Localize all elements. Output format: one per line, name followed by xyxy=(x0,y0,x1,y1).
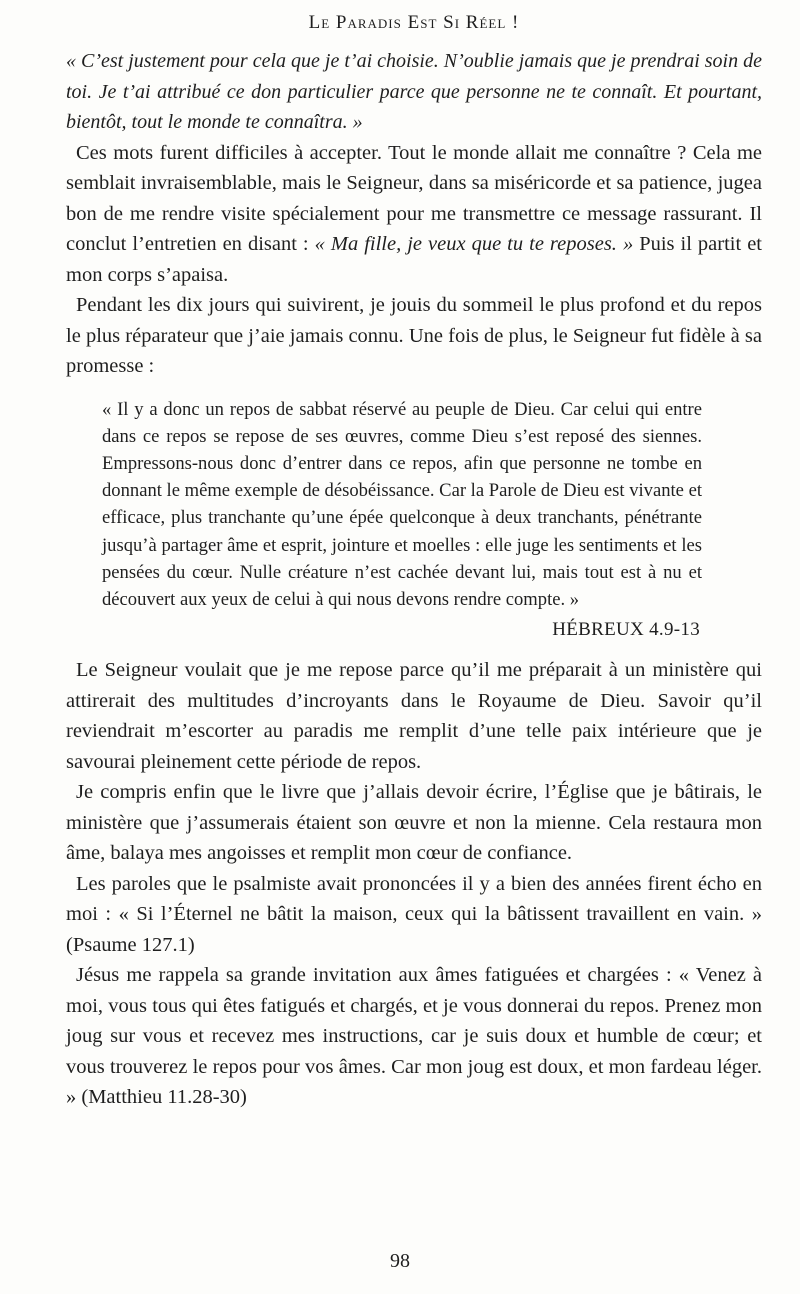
running-head: Le Paradis Est Si Réel ! xyxy=(308,12,520,33)
paragraph-5: Les paroles que le psalmiste avait prononcées il y a bien des années firent écho en moi : « Si l’Éternel ne bâtit la maison, ceux qui la bâtissent travaillent en vain. » (Psaume 127.1) xyxy=(66,872,762,956)
paragraph-3: Le Seigneur voulait que je me repose parce qu’il me préparait à un ministère qui attirerait des multitudes d’incroyants dans le Royaume de Dieu. Savoir qu’il reviendrait m’escorter au paradis me remplit d’une telle paix intérieure que je savourai pleinement cette période de repos. xyxy=(66,659,762,773)
paragraph-2: Pendant les dix jours qui suivirent, je jouis du sommeil le plus profond et du repos le plus réparateur que j’aie jamais connu. Une fois de plus, le Seigneur fut fidèle à sa promesse : xyxy=(66,294,762,377)
paragraph-1-text-after: Puis il partit et mon corps s’apaisa. xyxy=(66,233,762,286)
paragraph-1-italic-quote: « Ma fille, je veux que tu te reposes. » xyxy=(314,233,634,255)
paragraph-6: Jésus me rappela sa grande invitation aux âmes fatiguées et chargées : « Venez à moi, vous tous qui êtes fatigués et chargés, et je vous donnerai du repos. Prenez mon joug sur vous et recevez mes instructions, car je suis doux et humble de cœur; et vous trouverez le repos pour vos âmes. Car mon joug est doux, et mon fardeau léger. » (Matthieu 11.28-30) xyxy=(66,964,762,1109)
scripture-block-quote: « Il y a donc un repos de sabbat réservé au peuple de Dieu. Car celui qui entre dans ce repos se repose de ses œuvres, comme Dieu s’est reposé des siennes. Empressons-nous donc d’entrer dans ce repos, afin que personne ne tombe en donnant le même exemple de désobéissance. Car la Parole de Dieu est vivante et efficace, plus tranchante qu’une épée quelconque à deux tranchants, pénétrante jusqu’à partager âme et esprit, jointure et moelles : elle juge les sentiments et les pensées du cœur. Nulle créature n’est cachée devant lui, mais tout est à nu et découvert aux yeux de celui à qui nous devons rendre compte. » xyxy=(102,398,702,610)
opening-quote-text: « C’est justement pour cela que je t’ai choisie. N’oublie jamais que je prendrai soin de toi. Je t’ai attribué ce don particulier parce que personne ne te connaît. Et pourtant, bientôt, tout le monde te connaîtra. » xyxy=(66,50,762,133)
opening-quote xyxy=(66,46,762,138)
page-number: 98 xyxy=(390,1250,410,1272)
paragraph-1 xyxy=(66,138,762,291)
book-page xyxy=(66,0,762,1113)
scripture-citation: HÉBREUX 4.9-13 xyxy=(552,619,700,641)
paragraph-1-text-before: Ces mots furent difficiles à accepter. Tout le monde allait me connaître ? Cela me semblait invraisemblable, mais le Seigneur, dans sa miséricorde et sa patience, jugea bon de me rendre visite spécialement pour me transmettre ce message rassurant. Il conclut l’entretien en disant : xyxy=(66,141,762,255)
paragraph-4: Je compris enfin que le livre que j’allais devoir écrire, l’Église que je bâtirais, le ministère que j’assumerais étaient son œuvre et non la mienne. Cela restaura mon âme, balaya mes angoisses et remplit mon cœur de confiance. xyxy=(66,781,762,865)
